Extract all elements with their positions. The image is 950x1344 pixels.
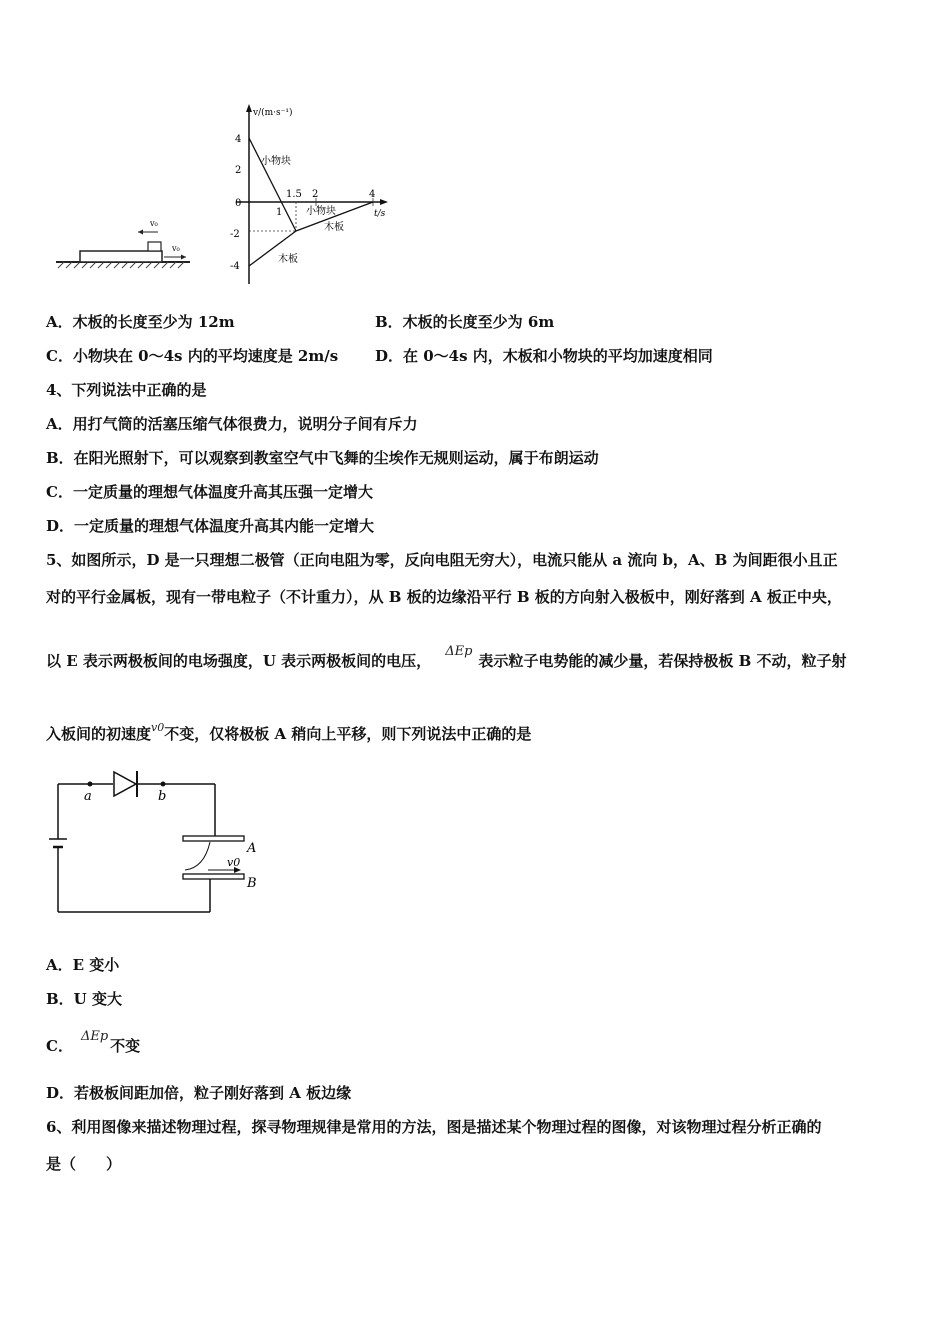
- q5-stem-line4: [46, 723, 531, 744]
- particle-trajectory: [185, 842, 210, 870]
- q5-option-c: [46, 1029, 141, 1056]
- x-tick-4: 4: [369, 189, 376, 200]
- block-label-mid: 小物块: [306, 206, 336, 217]
- board-label-mid: 木板: [324, 222, 344, 233]
- q3-option-d: D．在 0～4s 内，木板和小物块的平均加速度相同: [375, 347, 713, 365]
- q4-option-a: A．用打气筒的活塞压缩气体很费力，说明分子间有斥力: [46, 415, 418, 433]
- board-block-figure: [52, 210, 202, 272]
- q5-stem-line2: 对的平行金属板，现有一带电粒子（不计重力），从 B 板的边缘沿平行 B 板的方向射入极板中，刚好落到 A 板正中央，: [46, 588, 842, 606]
- plate-a: [183, 836, 244, 841]
- plate-b-label: B: [247, 876, 257, 891]
- y-tick-2: 2: [235, 165, 242, 176]
- plate-b: [183, 874, 244, 879]
- q5-line4-text-a: 入板间的初速度: [46, 725, 152, 743]
- q5-stem-line3: [46, 644, 847, 671]
- q6-stem-line2: 是（ ）: [46, 1155, 122, 1173]
- q5-option-c-suffix: 不变: [110, 1037, 141, 1055]
- y-tick-minus-4: -4: [230, 261, 240, 272]
- q4-option-c: C．一定质量的理想气体温度升高其压强一定增大: [46, 483, 373, 501]
- q5-line4-text-b: 不变，仅将极板 A 稍向上平移，则下列说法中正确的是: [164, 725, 532, 743]
- y-axis-label: v/(m·s⁻¹): [253, 108, 293, 118]
- block-velocity-label: v₀: [150, 219, 158, 228]
- q3-option-a: A．木板的长度至少为 12m: [46, 313, 235, 331]
- x-axis-label: t/s: [374, 209, 386, 219]
- y-tick-0: 0: [235, 198, 242, 209]
- velocity-time-graph: [226, 102, 396, 288]
- block-velocity-line: [249, 138, 296, 231]
- y-tick-4: 4: [235, 134, 242, 145]
- q3-option-b: B．木板的长度至少为 6m: [375, 313, 555, 331]
- q5-line3-text-b: 表示粒子电势能的减少量，若保持极板 B 不动，粒子射: [478, 652, 847, 670]
- q4-stem: 4、下列说法中正确的是: [46, 381, 207, 399]
- point-a: [88, 782, 93, 787]
- q5-option-b: B．U 变大: [46, 990, 122, 1008]
- x-tick-1-5: 1.5: [286, 189, 302, 200]
- block-label-top: 小物块: [261, 156, 291, 167]
- block: [148, 242, 161, 251]
- board: [80, 251, 162, 262]
- delta-ep-symbol-option: ΔEp: [80, 1029, 109, 1044]
- point-b: [161, 782, 166, 787]
- diode-symbol: [114, 772, 136, 796]
- v0-symbol: v0: [151, 721, 165, 734]
- x-tick-2: 2: [312, 189, 319, 200]
- q4-option-b: B．在阳光照射下，可以观察到教室空气中飞舞的尘埃作无规则运动，属于布朗运动: [46, 449, 599, 467]
- q4-option-d: D．一定质量的理想气体温度升高其内能一定增大: [46, 517, 375, 535]
- board-label-bottom: 木板: [278, 254, 298, 265]
- point-a-label: a: [84, 789, 92, 804]
- delta-ep-symbol: ΔEp: [445, 644, 473, 659]
- plate-a-label: A: [247, 841, 257, 856]
- q5-line3-text-a: 以 E 表示两极板间的电场强度，U 表示两极板间的电压，: [46, 652, 432, 670]
- q6-stem-line1: 6、利用图像来描述物理过程，探寻物理规律是常用的方法，图是描述某个物理过程的图像，对该物理过程分析正确的: [46, 1118, 822, 1136]
- q3-option-c: C．小物块在 0～4s 内的平均速度是 2m/s: [46, 347, 339, 365]
- q5-option-c-prefix: C．: [46, 1037, 73, 1055]
- board-velocity-label: v₀: [172, 244, 180, 253]
- y-tick-minus-2: -2: [230, 229, 240, 240]
- q5-stem-line1: 5、如图所示，D 是一只理想二极管（正向电阻为零，反向电阻无穷大），电流只能从 a 流向 b，A、B 为间距很小且正: [46, 551, 838, 569]
- v0-label: v0: [227, 856, 241, 869]
- circuit-diagram: [42, 762, 272, 920]
- q5-option-a: A．E 变小: [46, 956, 120, 974]
- x-tick-1: 1: [276, 207, 283, 218]
- point-b-label: b: [158, 789, 167, 804]
- q5-option-d: D．若极板间距加倍，粒子刚好落到 A 板边缘: [46, 1084, 352, 1102]
